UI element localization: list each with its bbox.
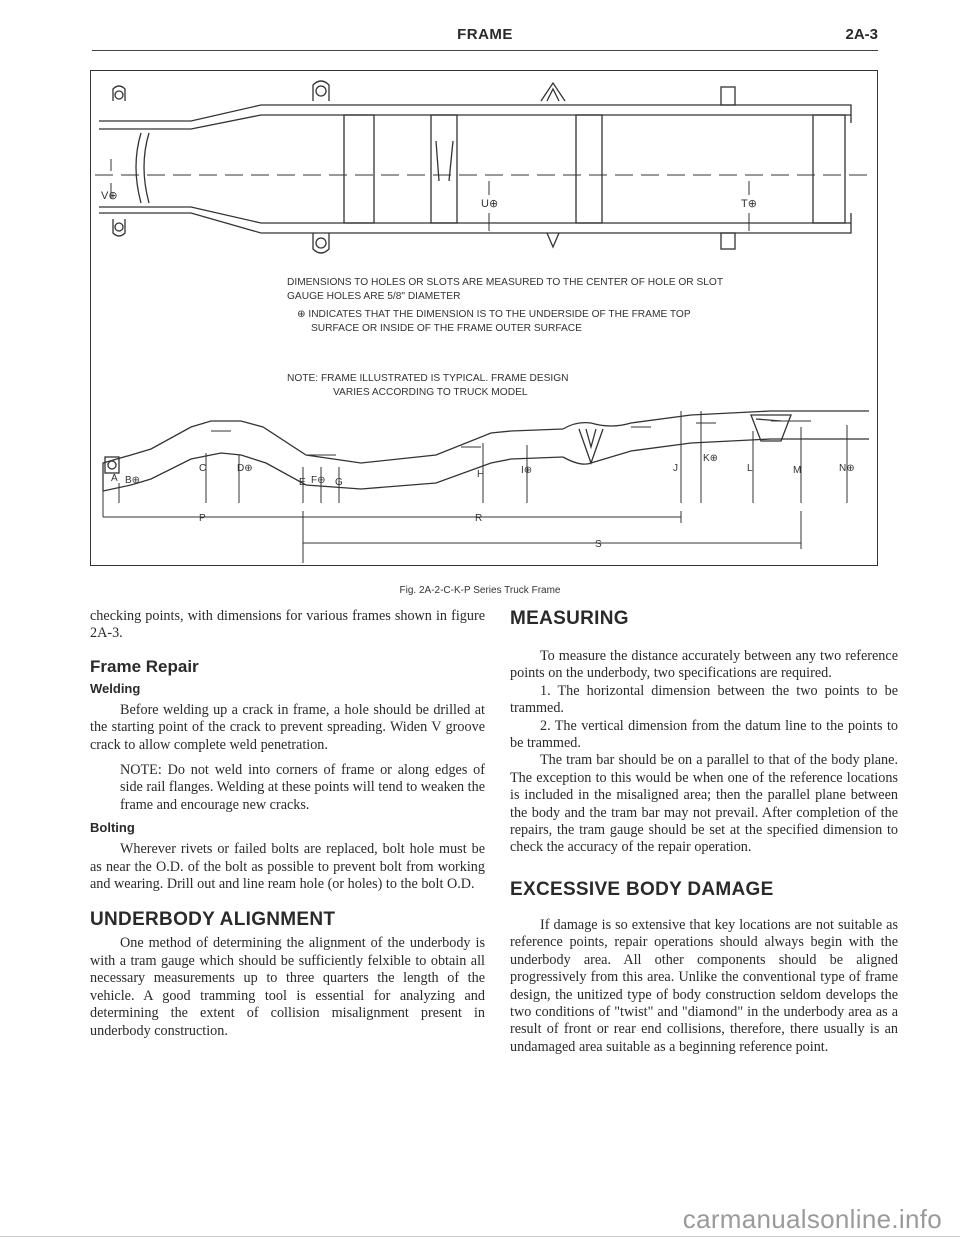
crossmember-1 xyxy=(344,115,374,223)
top-rail-upper-outer xyxy=(99,105,851,123)
bottom-rule xyxy=(0,1236,960,1237)
label-v: V⊕ xyxy=(101,190,118,202)
measuring-item-2: 2. The vertical dimension from the datum line to the points to be trammed. xyxy=(510,717,898,752)
side-rail-rear-top xyxy=(563,411,869,429)
label-d: D⊕ xyxy=(237,463,253,474)
spring-hanger-bottom xyxy=(547,233,559,247)
measuring-paragraph: The tram bar should be on a parallel to that of the body plane. The exception to this would be when one of the reference locations is included in the misaligned area; then the parallel plane between the body and the tram bar may not prevail. After completion of the repairs, the tram gauge should be set at the specified dimension to check the accuracy of the repair operation. xyxy=(510,752,898,856)
crossmember-3 xyxy=(576,115,602,223)
bolting-heading: Bolting xyxy=(90,820,135,836)
spring-hanger-side xyxy=(579,429,603,463)
rear-bracket-side xyxy=(751,415,791,441)
measuring-item-1: 1. The horizontal dimension between the two points to be trammed. xyxy=(510,682,898,717)
measuring-heading: MEASURING xyxy=(510,608,629,629)
left-column xyxy=(90,608,485,1040)
page-number: 2A-3 xyxy=(845,26,878,43)
page-title: FRAME xyxy=(457,26,513,43)
crossmember-4 xyxy=(813,115,845,223)
welding-paragraph: Before welding up a crack in frame, a hole should be drilled at the starting point of the crack to prevent spreading. Widen V groove crack to allow complete weld penetration. xyxy=(90,701,485,753)
side-rail-top xyxy=(103,421,563,491)
label-p: P xyxy=(199,513,206,524)
label-c: C xyxy=(199,463,207,474)
intro-paragraph: checking points, with dimensions for various frames shown in figure 2A-3. xyxy=(90,608,485,642)
note-line-1: DIMENSIONS TO HOLES OR SLOTS ARE MEASURED TO THE CENTER OF HOLE OR SLOT xyxy=(287,277,724,288)
label-s: S xyxy=(595,539,602,550)
label-n: N⊕ xyxy=(839,463,855,474)
label-t: T⊕ xyxy=(741,198,757,210)
label-a: A xyxy=(111,473,118,484)
frame-diagram xyxy=(91,71,879,567)
welding-heading: Welding xyxy=(90,680,141,696)
underbody-heading: UNDERBODY ALIGNMENT xyxy=(90,909,336,931)
welding-note: NOTE: Do not weld into corners of frame or along edges of side rail flanges. Welding at these points will tend to weaken the frame and encourage new cracks. xyxy=(120,762,486,813)
excessive-damage-paragraph: If damage is so extensive that key locations are not suitable as reference points, repair operations should always begin with the underbody area. All other components should be aligned progressively from this area. Unlike the conventional type of frame design, the unitized type of body construction seldom develops the two conditions of "twist" and "diamond" in the underbody area as a result of front or rear end collisions, therefore, there usually is an undamaged area suitable as a beginning reference point. xyxy=(510,916,898,1055)
rear-hanger-top xyxy=(721,87,735,105)
label-m: M xyxy=(793,465,802,476)
label-l: L xyxy=(747,463,753,474)
note-line-3: ⊕ INDICATES THAT THE DIMENSION IS TO THE UNDERSIDE OF THE FRAME TOP xyxy=(297,309,691,320)
label-r: R xyxy=(475,513,483,524)
frame-figure xyxy=(90,70,878,566)
note-line-6: VARIES ACCORDING TO TRUCK MODEL xyxy=(333,387,528,398)
top-rail-upper-inner xyxy=(99,115,851,129)
label-u: U⊕ xyxy=(481,198,499,210)
figure-caption: Fig. 2A-2-C-K-P Series Truck Frame xyxy=(399,585,561,596)
label-i: I⊕ xyxy=(521,465,533,476)
label-h: H xyxy=(477,469,485,480)
note-line-5: NOTE: FRAME ILLUSTRATED IS TYPICAL. FRAME DESIGN xyxy=(287,373,569,384)
underbody-paragraph: One method of determining the alignment of the underbody is with a tram gauge which should be sufficiently felxible to obtain all necessary measurements up to three quarters the length of the vehicle. A good tramming tool is essential for analyzing and determining the extent of collision misalignment present in underbody construction. xyxy=(90,935,485,1039)
spring-hanger-top xyxy=(541,83,565,101)
note-line-2: GAUGE HOLES ARE 5/8" DIAMETER xyxy=(287,291,461,302)
label-g: G xyxy=(335,477,343,488)
note-line-4: SURFACE OR INSIDE OF THE FRAME OUTER SURFACE xyxy=(311,323,582,334)
label-k: K⊕ xyxy=(703,453,719,464)
label-b: B⊕ xyxy=(125,475,141,486)
top-rail-lower-inner xyxy=(99,207,851,223)
front-crossmember xyxy=(136,133,149,203)
label-j: J xyxy=(673,463,678,474)
crossmember-2 xyxy=(431,115,457,223)
rear-hanger-bottom xyxy=(721,233,735,249)
frame-repair-heading: Frame Repair xyxy=(90,656,199,676)
excessive-damage-heading: EXCESSIVE BODY DAMAGE xyxy=(510,878,774,900)
label-f: F⊕ xyxy=(311,475,326,486)
label-e: E xyxy=(299,477,306,488)
right-column xyxy=(510,608,898,1056)
bolting-paragraph: Wherever rivets or failed bolts are replaced, bolt hole must be as near the O.D. of the bolt as possible to prevent bolt from working and wearing. Drill out and line ream hole (or holes) to the bolt O.D. xyxy=(90,841,485,893)
measuring-intro: To measure the distance accurately between any two reference points on the underbody, two specifications are required. xyxy=(510,648,898,682)
site-watermark: carmanualsonline.info xyxy=(682,1204,942,1234)
page-header xyxy=(92,18,878,51)
